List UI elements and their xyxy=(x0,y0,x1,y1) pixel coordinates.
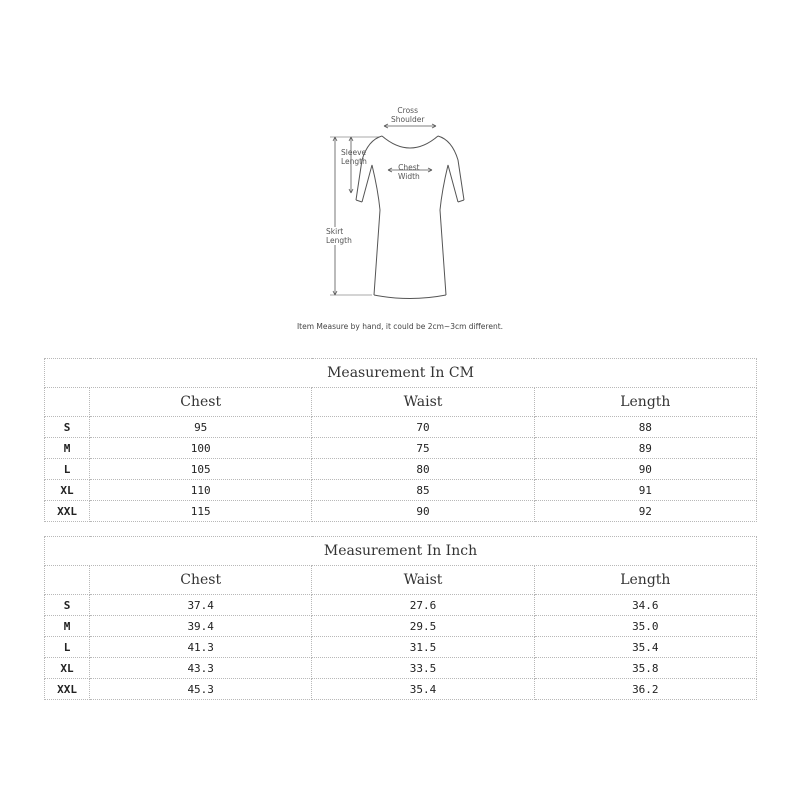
size-cell: XL xyxy=(45,658,90,679)
table-row xyxy=(45,637,757,658)
waist-cell: 27.6 xyxy=(312,595,534,616)
dress-diagram xyxy=(0,0,800,310)
size-cell: XXL xyxy=(45,679,90,700)
column-header xyxy=(45,566,90,595)
column-header-length: Length xyxy=(534,566,756,595)
waist-cell: 85 xyxy=(312,480,534,501)
size-table-cm xyxy=(44,358,757,522)
chest-cell: 37.4 xyxy=(90,595,312,616)
waist-cell: 31.5 xyxy=(312,637,534,658)
size-cell: L xyxy=(45,637,90,658)
column-header-chest: Chest xyxy=(90,566,312,595)
column-header-waist: Waist xyxy=(312,566,534,595)
size-cell: M xyxy=(45,438,90,459)
table-row xyxy=(45,417,757,438)
length-cell: 91 xyxy=(534,480,756,501)
table-row xyxy=(45,501,757,522)
size-cell: S xyxy=(45,595,90,616)
chest-cell: 43.3 xyxy=(90,658,312,679)
waist-cell: 70 xyxy=(312,417,534,438)
table-row xyxy=(45,438,757,459)
chest-cell: 45.3 xyxy=(90,679,312,700)
length-cell: 36.2 xyxy=(534,679,756,700)
length-cell: 35.8 xyxy=(534,658,756,679)
column-header-length: Length xyxy=(534,388,756,417)
waist-cell: 33.5 xyxy=(312,658,534,679)
length-cell: 35.4 xyxy=(534,637,756,658)
size-cell: S xyxy=(45,417,90,438)
table-row xyxy=(45,679,757,700)
column-header-chest: Chest xyxy=(90,388,312,417)
length-cell: 90 xyxy=(534,459,756,480)
chest-cell: 105 xyxy=(90,459,312,480)
waist-cell: 75 xyxy=(312,438,534,459)
chest-cell: 39.4 xyxy=(90,616,312,637)
chest-cell: 100 xyxy=(90,438,312,459)
table-row xyxy=(45,595,757,616)
size-cell: L xyxy=(45,459,90,480)
length-cell: 34.6 xyxy=(534,595,756,616)
size-cell: M xyxy=(45,616,90,637)
length-cell: 35.0 xyxy=(534,616,756,637)
table-title: Measurement In CM xyxy=(45,359,757,388)
length-cell: 89 xyxy=(534,438,756,459)
column-header-waist: Waist xyxy=(312,388,534,417)
length-cell: 92 xyxy=(534,501,756,522)
chest-width-label: Chest Width xyxy=(398,163,420,181)
table-row xyxy=(45,658,757,679)
table-row xyxy=(45,616,757,637)
sleeve-length-label: Sleeve Length xyxy=(341,148,367,166)
chest-cell: 110 xyxy=(90,480,312,501)
size-cell: XXL xyxy=(45,501,90,522)
chest-cell: 41.3 xyxy=(90,637,312,658)
waist-cell: 35.4 xyxy=(312,679,534,700)
chest-cell: 95 xyxy=(90,417,312,438)
size-table-inch xyxy=(44,536,757,700)
table-title: Measurement In Inch xyxy=(45,537,757,566)
measurement-note: Item Measure by hand, it could be 2cm~3cm different. xyxy=(296,322,504,331)
dress-outline-icon xyxy=(0,0,800,310)
chest-cell: 115 xyxy=(90,501,312,522)
skirt-length-label: Skirt Length xyxy=(326,227,352,245)
column-header xyxy=(45,388,90,417)
length-cell: 88 xyxy=(534,417,756,438)
table-row xyxy=(45,480,757,501)
table-row xyxy=(45,459,757,480)
waist-cell: 90 xyxy=(312,501,534,522)
size-cell: XL xyxy=(45,480,90,501)
waist-cell: 29.5 xyxy=(312,616,534,637)
waist-cell: 80 xyxy=(312,459,534,480)
cross-shoulder-label: Cross Shoulder xyxy=(391,106,425,124)
